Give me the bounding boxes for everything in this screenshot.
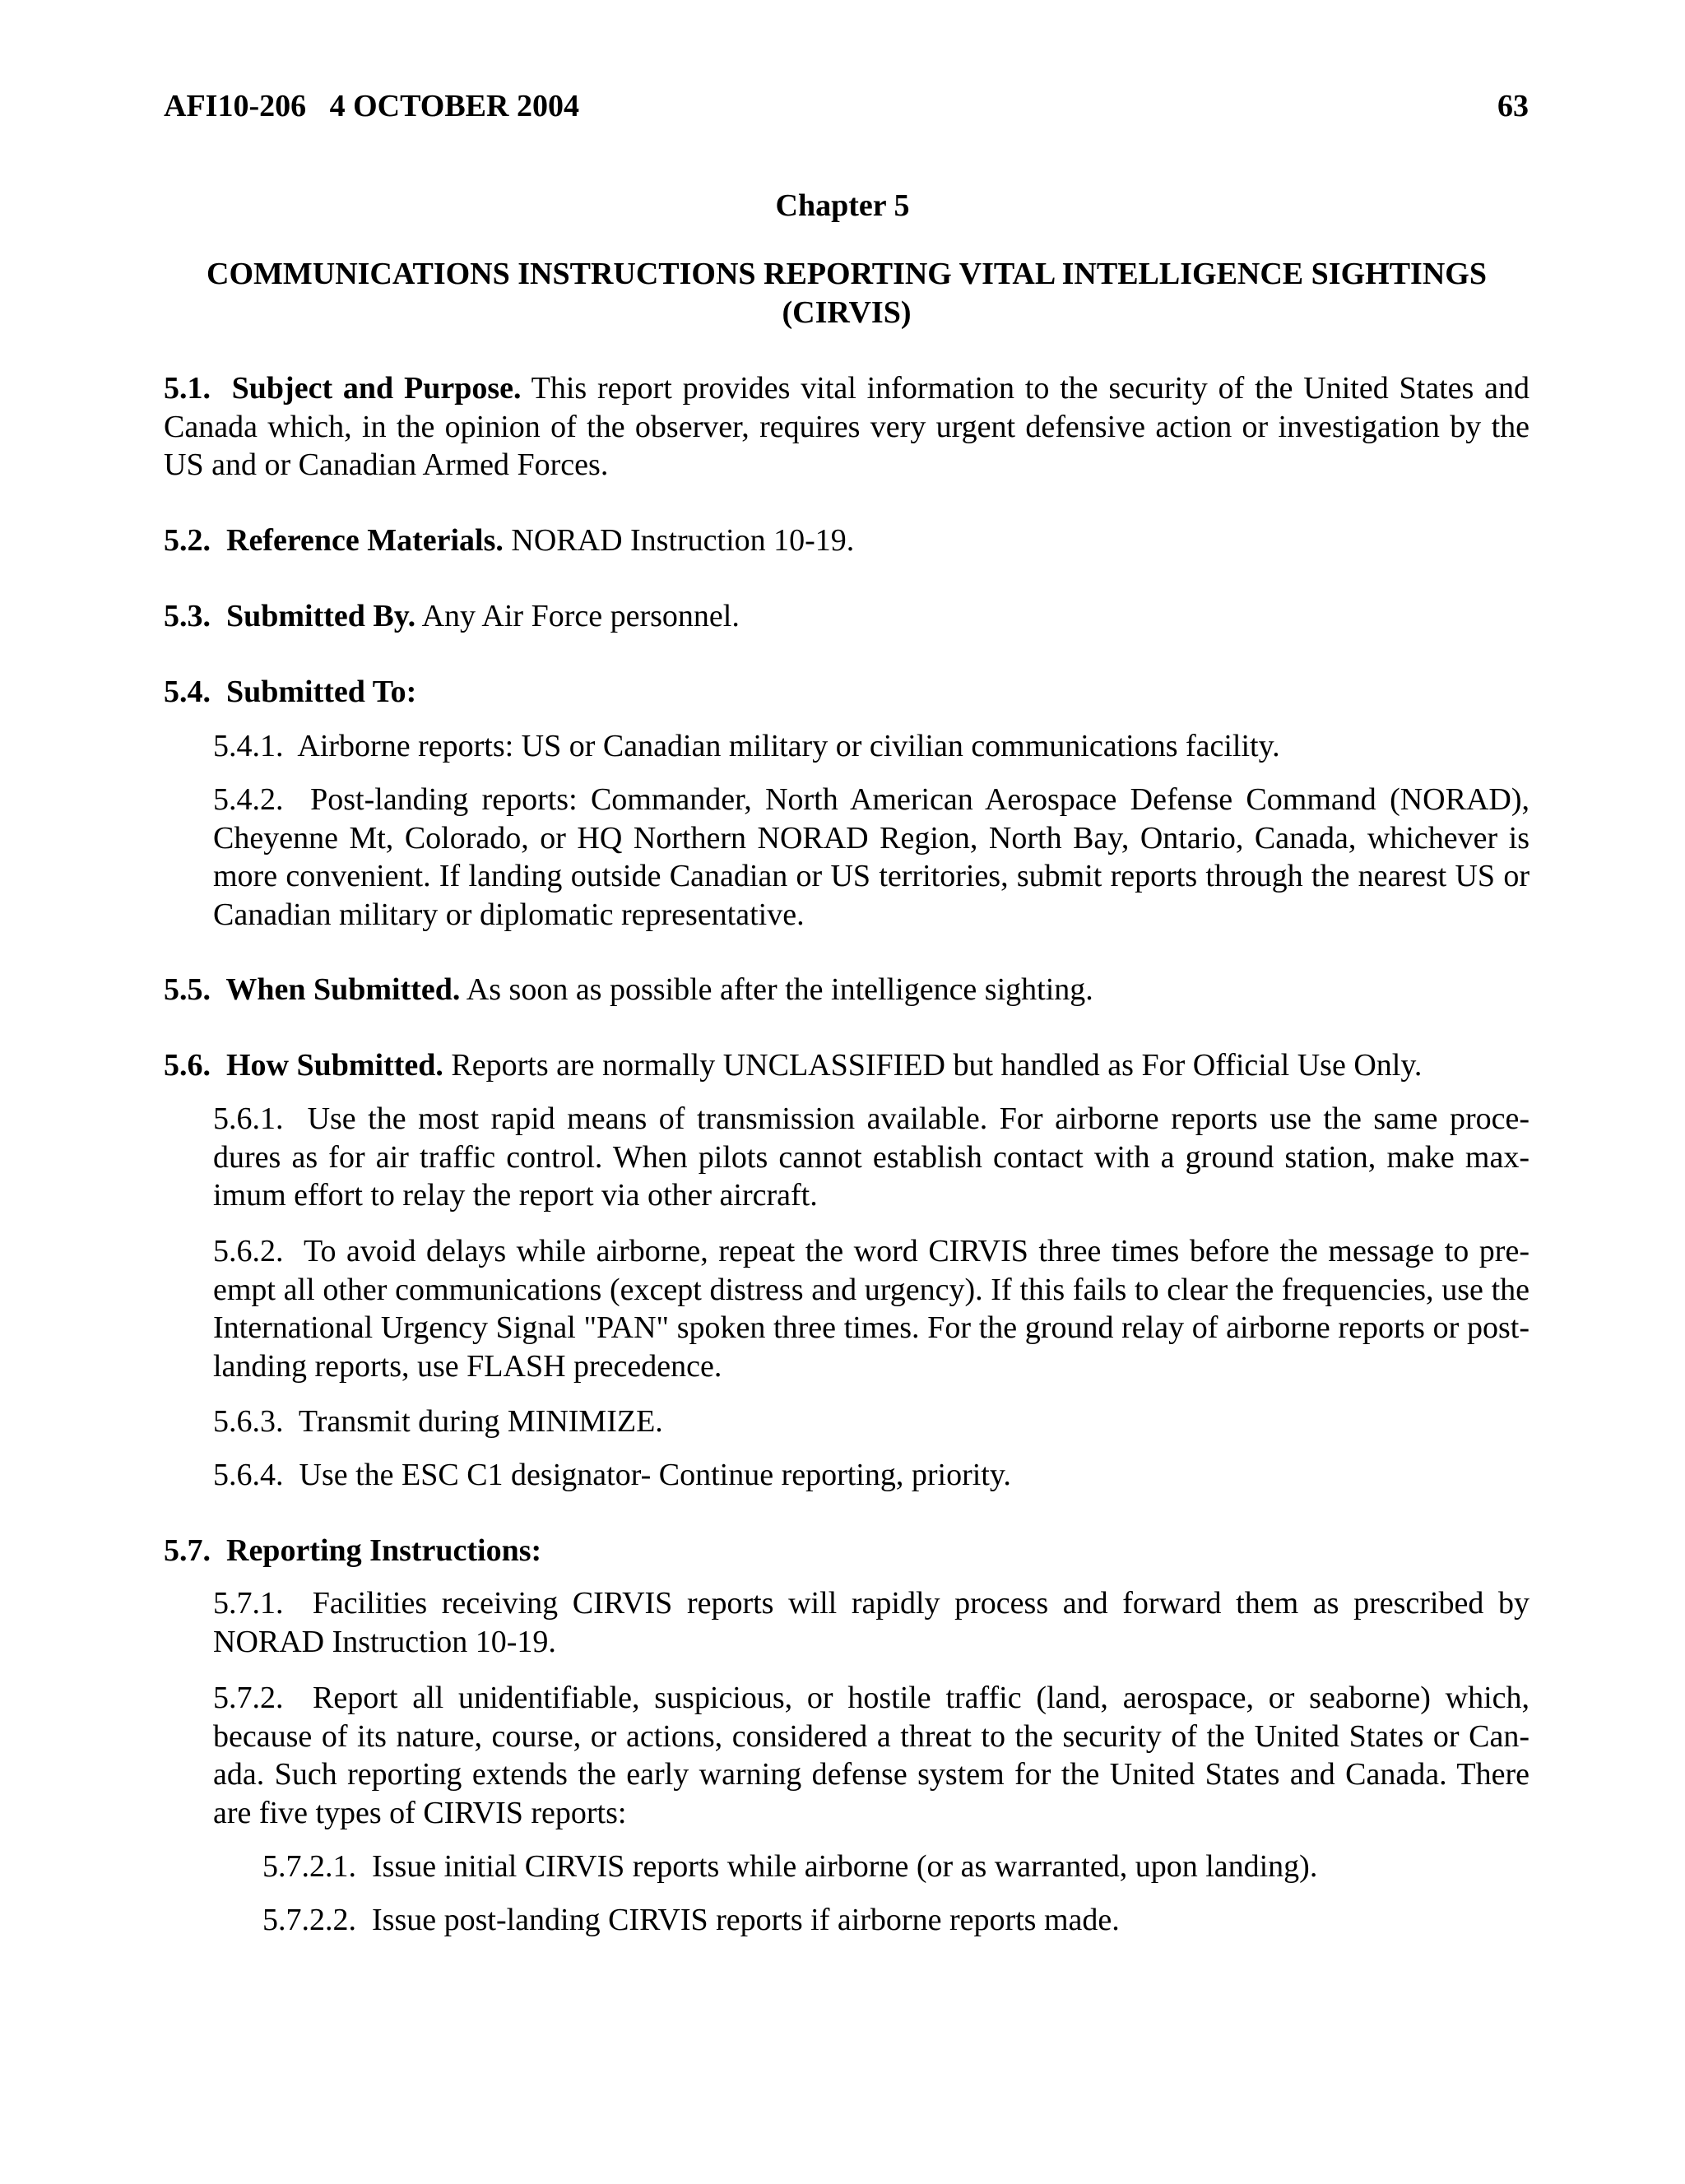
section-number: 5.6. [164,1048,226,1083]
section-5-6-1 [213,1100,1529,1215]
section-number: 5.4.2. [213,782,311,817]
section-number: 5.7.2.1. [262,1849,372,1884]
section-number: 5.7.2. [213,1681,313,1715]
section-5-5 [164,971,1529,1009]
section-5-4 [164,673,1529,712]
section-text: As soon as possible after the intelligence sighting. [460,972,1093,1007]
section-5-6-3 [213,1403,1529,1441]
section-text: Post-landing reports: Commander, North American Aerospace Defense Command (NORAD), Cheyenne Mt, Colorado, or HQ Northern NORAD Region, North Bay, Ontario, Canada, whichever is more convenient. If landing outside Canadian or US territories, submit reports through the nearest US or Canadian military or diplomatic representative. [213,782,1529,932]
section-number: 5.7. [164,1533,226,1568]
running-header-doc-id: AFI10-206 4 OCTOBER 2004 [164,89,579,123]
section-text: Issue post-landing CIRVIS reports if airborne reports made. [372,1903,1120,1937]
page-number: 63 [1497,89,1529,123]
section-number: 5.4. [164,675,226,709]
section-5-1 [164,369,1529,485]
section-heading: Subject and Purpose. [231,371,522,406]
chapter-label: Chapter 5 [775,188,910,223]
section-5-7-2-2 [262,1901,1529,1940]
section-number: 5.6.2. [213,1234,304,1268]
section-number: 5.3. [164,599,226,633]
section-heading: Reference Materials. [226,523,504,558]
section-number: 5.7.1. [213,1586,313,1621]
section-text: Report all unidentifiable, suspicious, or hostile traffic (land, aerospace, or seaborne) which, because of its nature, course, or actions, considered a threat to the security of the United States or Can-ada. Such reporting extends the early warning defense system for the United States and Canada. There are five types of CIRVIS reports: [213,1681,1529,1830]
section-number: 5.6.1. [213,1101,308,1136]
section-heading: When Submitted. [225,972,461,1007]
section-heading: Submitted By. [226,599,416,633]
section-5-6 [164,1046,1529,1085]
section-text: Use the most rapid means of transmission available. For airborne reports use the same proce-dures as for air traffic control. When pilots cannot establish contact with a ground station, make max-imum effort to relay the report via other aircraft. [213,1101,1530,1213]
section-text: Use the ESC C1 designator- Continue reporting, priority. [299,1458,1011,1492]
section-text: This report provides vital information to the security of the United States and Canada which, in the opinion of the observer, requires very urgent defensive action or investigation by the US and or Canadian Armed Forces. [164,371,1530,482]
section-heading: How Submitted. [226,1048,443,1083]
section-5-7-2 [213,1679,1529,1832]
section-text: Issue initial CIRVIS reports while airborne (or as warranted, upon landing). [372,1849,1318,1884]
section-number: 5.6.3. [213,1404,299,1439]
section-number: 5.7.2.2. [262,1903,372,1937]
chapter-title: COMMUNICATIONS INSTRUCTIONS REPORTING VITAL INTELLIGENCE SIGHTINGS (CIRVIS) [207,257,1487,330]
section-text: Any Air Force personnel. [415,599,740,633]
section-text: Reports are normally UNCLASSIFIED but handled as For Official Use Only. [443,1048,1423,1083]
section-number: 5.6.4. [213,1458,299,1492]
section-number: 5.2. [164,523,226,558]
section-5-6-4 [213,1456,1529,1495]
section-5-2 [164,522,1529,560]
section-text: Transmit during MINIMIZE. [298,1404,663,1439]
section-text: NORAD Instruction 10-19. [503,523,855,558]
section-5-6-2 [213,1232,1529,1385]
section-number: 5.1. [164,371,232,406]
section-5-4-2 [213,781,1529,934]
section-heading: Submitted To: [226,675,417,709]
section-heading: Reporting Instructions: [226,1533,542,1568]
section-text: Airborne reports: US or Canadian military or civilian communications facility. [297,729,1280,763]
section-5-4-1 [213,727,1529,766]
section-5-7-1 [213,1584,1529,1661]
section-5-7 [164,1532,1529,1570]
section-number: 5.5. [164,972,226,1007]
section-5-7-2-1 [262,1848,1529,1886]
section-number: 5.4.1. [213,729,298,763]
section-text: To avoid delays while airborne, repeat the word CIRVIS three times before the message to pre-empt all other communications (except distress and urgency). If this fails to clear the frequencies, use the International Urgency Signal "PAN" spoken three times. For the ground relay of airborne reports or post-landing reports, use FLASH precedence. [213,1234,1529,1384]
section-text: Facilities receiving CIRVIS reports will rapidly process and forward them as prescribed by NORAD Instruction 10-19. [213,1586,1529,1659]
section-5-3 [164,597,1529,636]
